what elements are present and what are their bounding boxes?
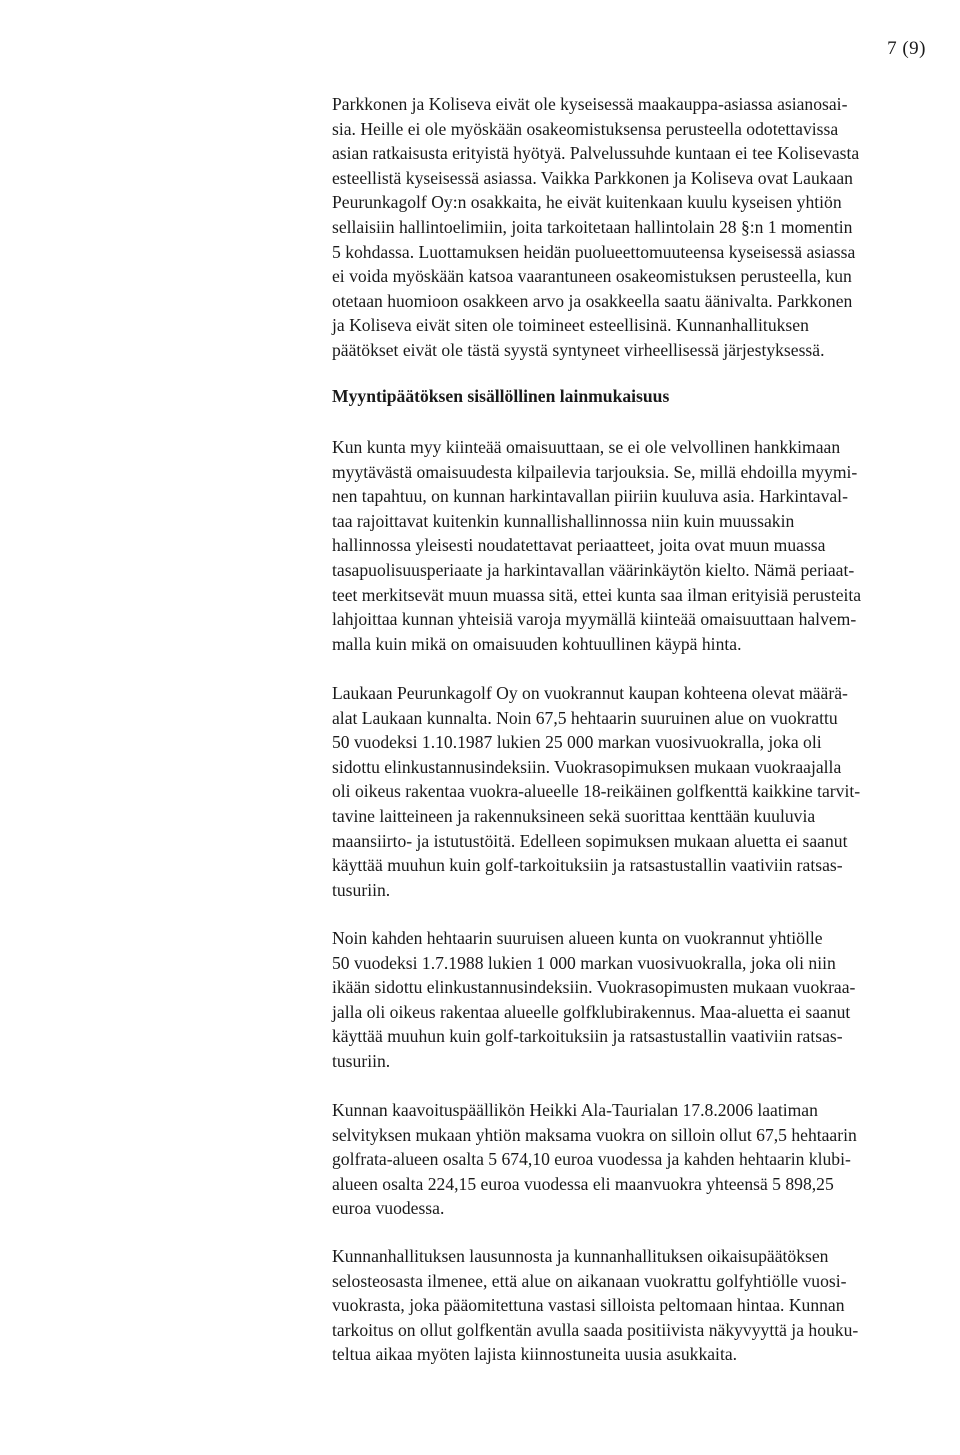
text-line: hallinnossa yleisesti noudatettavat periaatteet, joita ovat muun muassa — [332, 535, 826, 556]
paragraph-sale-discretion — [332, 435, 861, 656]
page-number: 7 (9) — [887, 38, 926, 59]
text-line: Parkkonen ja Koliseva eivät ole kyseisessä maakauppa-asiassa asianosai- — [332, 94, 848, 114]
text-line: lahjoittaa kunnan yhteisiä varoja myymällä kiinteää omaisuuttaan halvem- — [332, 609, 857, 630]
text-line: tavine laitteineen ja rakennuksineen sekä suorittaa kenttään kuuluvia — [332, 805, 816, 826]
text-line: maansiirto- ja istutustöitä. Edelleen sopimuksen mukaan aluetta ei saanut — [332, 830, 848, 851]
text-line: 50 vuodeksi 1.7.1988 lukien 1 000 markan vuosivuokralla, joka oli niin — [332, 952, 836, 973]
text-line: Kunnan kaavoituspäällikön Heikki Ala-Taurialan 17.8.2006 laatiman — [332, 1100, 818, 1120]
text-line: tasapuolisuusperiaate ja harkintavallan väärinkäytön kielto. Nämä periaat- — [332, 559, 855, 580]
text-line: teet merkitsevät muun muassa sitä, ettei kunta saa ilman erityisiä perusteita — [332, 584, 862, 605]
text-line: selosteosasta ilmenee, että alue on aikanaan vuokrattu golfyhtiölle vuosi- — [332, 1270, 847, 1291]
paragraph-clubhouse-lease — [332, 926, 855, 1074]
text-line: sidottu elinkustannusindeksiin. Vuokrasopimuksen mukaan vuokraajalla — [332, 756, 842, 777]
text-line: 50 vuodeksi 1.10.1987 lukien 25 000 markan vuosivuokralla, joka oli — [332, 732, 822, 753]
text-line: päätökset eivät ole tästä syystä syntyneet virheellisessä järjestyksessä. — [332, 339, 825, 360]
section-heading: Myyntipäätöksen sisällöllinen lainmukaisuus — [332, 386, 670, 406]
text-line: malla kuin mikä on omaisuuden kohtuullinen käypä hinta. — [332, 633, 742, 654]
text-line: nen tapahtuu, on kunnan harkintavallan piiriin kuuluva asia. Harkintaval- — [332, 486, 848, 507]
text-line: selvityksen mukaan yhtiön maksama vuokra on silloin ollut 67,5 hehtaarin — [332, 1124, 857, 1145]
text-line: tusuriin. — [332, 879, 391, 900]
text-line: alueen osalta 224,15 euroa vuodessa eli maanvuokra yhteensä 5 898,25 — [332, 1173, 834, 1194]
text-line: ikään sidottu elinkustannusindeksiin. Vuokrasopimusten mukaan vuokraa- — [332, 977, 856, 998]
text-line: vuokrasta, joka pääomitettuna vastasi silloista peltomaan hintaa. Kunnan — [332, 1295, 845, 1316]
text-line: Noin kahden hehtaarin suuruisen alueen kunta on vuokrannut yhtiölle — [332, 928, 823, 948]
text-line: sia. Heille ei ole myöskään osakeomistuksensa perusteella odotettavissa — [332, 118, 839, 139]
text-line: käyttää muuhun kuin golf-tarkoituksiin ja ratsastustallin vaativiin ratsas- — [332, 855, 843, 876]
paragraph-conflict-of-interest — [332, 92, 859, 363]
text-line: golfrata-alueen osalta 5 674,10 euroa vuodessa ja kahden hehtaarin klubi- — [332, 1149, 851, 1170]
text-line: käyttää muuhun kuin golf-tarkoituksiin ja ratsastustallin vaativiin ratsas- — [332, 1026, 843, 1047]
text-line: oli oikeus rakentaa vuokra-alueelle 18-reikäinen golfkenttä kaikkine tarvit- — [332, 781, 861, 802]
text-line: ei voida myöskään katsoa vaarantuneen osakeomistuksen perusteella, kun — [332, 266, 852, 287]
text-line: esteellistä kyseisessä asiassa. Vaikka Parkkonen ja Koliseva ovat Laukaan — [332, 167, 853, 188]
text-line: otetaan huomioon osakkeen arvo ja osakkeella saatu äänivalta. Parkkonen — [332, 290, 853, 311]
paragraph-board-statement — [332, 1244, 858, 1367]
paragraph-golf-lease — [332, 681, 860, 902]
text-line: alat Laukaan kunnalta. Noin 67,5 hehtaarin suuruinen alue on vuokrattu — [332, 707, 838, 728]
text-line: ja Koliseva eivät siten ole toimineet esteellisinä. Kunnanhallituksen — [332, 315, 809, 336]
text-line: Laukaan Peurunkagolf Oy on vuokrannut kaupan kohteena olevat määrä- — [332, 683, 848, 703]
text-line: Peurunkagolf Oy:n osakkaita, he eivät kuitenkaan kuulu kyseisen yhtiön — [332, 192, 842, 213]
text-line: myytävästä omaisuudesta kilpailevia tarjouksia. Se, millä ehdoilla myymi- — [332, 461, 858, 482]
text-line: Kunnanhallituksen lausunnosta ja kunnanhallituksen oikaisupäätöksen — [332, 1246, 829, 1266]
text-line: asian ratkaisusta erityistä hyötyä. Palvelussuhde kuntaan ei tee Kolisevasta — [332, 143, 860, 164]
text-line: jalla oli oikeus rakentaa alueelle golfklubirakennus. Maa-aluetta ei saanut — [332, 1001, 851, 1022]
text-line: Kun kunta myy kiinteää omaisuuttaan, se ei ole velvollinen hankkimaan — [332, 437, 841, 457]
text-line: 5 kohdassa. Luottamuksen heidän puolueettomuuteensa kyseisessä asiassa — [332, 241, 856, 262]
text-line: taa rajoittavat kuitenkin kunnallishallinnossa niin kuin muussakin — [332, 510, 795, 531]
text-line: tusuriin. — [332, 1050, 391, 1071]
text-line: teltua aikaa myöten lajista kiinnostuneita uusia asukkaita. — [332, 1344, 738, 1365]
text-line: sellaisiin hallintoelimiin, joita tarkoitetaan hallintolain 28 §:n 1 momentin — [332, 216, 853, 237]
text-line: euroa vuodessa. — [332, 1198, 445, 1219]
text-line: tarkoitus on ollut golfkentän avulla saada positiivista näkyvyyttä ja houku- — [332, 1319, 859, 1340]
paragraph-rent-survey — [332, 1098, 857, 1221]
